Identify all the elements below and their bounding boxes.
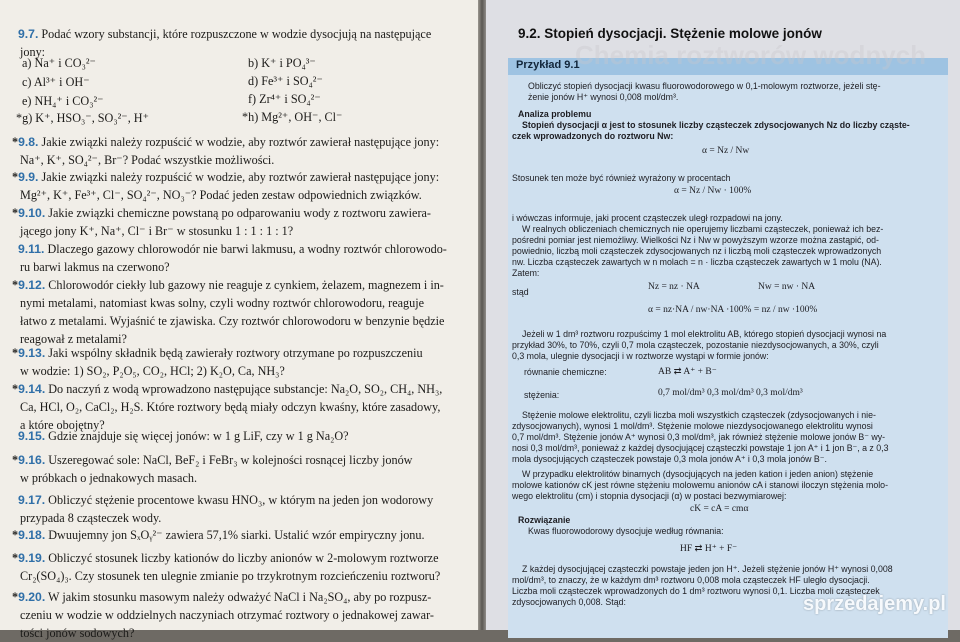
exercise-text-line: przypada 8 cząsteczek wody. [20,511,162,525]
watermark-text: sprzedajemy.pl [802,593,946,615]
exercise-star-marker: * [12,135,19,149]
exercise-text-line: czeniu w wodzie w oddzielnych naczyniach otrzymać roztwory o jednakowej zawar- [20,608,434,622]
exercise-text-line: Mg²⁺, K⁺, Fe³⁺, Cl⁻, SO₄²⁻, NO₃⁻? Podać jeden zestaw odpowiednich związków. [20,188,422,202]
option-97-h: *h) Mg²⁺, OH⁻, Cl⁻ [242,110,343,124]
exercise-text: Dlaczego gazowy chlorowodór nie barwi lakmusu, a wodny roztwór chlorowodo- [44,242,447,256]
example-text-line: molowe kationów cK jest równe stężeniu molowemu anionów cA i stanowi iloczyn stężenia molo- [512,480,888,490]
formula-alpha-percent: α = Nz / Nw · 100% [674,186,752,196]
exercise-star-marker: * [12,346,19,360]
exercise-9-19 [12,550,439,567]
exercise-text: Obliczyć stężenie procentowe kwasu HNO₃, w którym na jeden jon wodorowy [45,493,434,507]
example-text-line: Jeżeli w 1 dm³ roztworu rozpuścimy 1 mol elektrolitu AB, którego stopień dysocjacji wynosi na [522,329,887,339]
watermark [803,593,946,616]
exercise-text: Podać wzory substancji, które rozpuszczone w wodzie dysocjują na następujące [38,27,432,41]
exercise-number: 9.17. [18,493,46,507]
option-97-g: *g) K⁺, HSO₃⁻, SO₃²⁻, H⁺ [16,111,150,125]
example-text-line: zdysocjowanych 0,008. Stąd: [512,597,626,607]
example-heading-line: Stopień dysocjacji α jest to stosunek liczby cząsteczek zdysocjowanych Nz do liczby cząste- [522,120,910,130]
exercise-number: 9.18. [18,528,46,542]
exercise-9-18 [12,527,425,544]
exercise-text: Obliczyć stosunek liczby kationów do liczby anionów w 2-molowym roztworze [45,551,439,565]
example-text-line: stężenia: [524,390,560,400]
exercise-text-line: w wodzie: 1) SO₂, P₂O₅, CO₂, HCl; 2) K₂O, Ca, NH₃? [20,364,285,378]
exercise-star-marker: * [12,206,19,220]
example-text-line: przykład 30%, to 70%, czyli 0,7 mola cząsteczek, pozostanie niezdysocjowanych, a 30%, czyli [512,340,879,350]
formula-hf-reaction: HF ⇄ H⁺ + F⁻ [680,544,738,554]
example-text-line: i wówczas informuje, jaki procent cząsteczek uległ rozpadowi na jony. [512,213,783,223]
exercise-number: 9.9. [18,170,39,184]
formula-alpha-basic: α = Nz / Nw [702,146,750,156]
option-97-a: a) Na⁺ i CO₃²⁻ [22,56,96,70]
exercise-9-12 [12,277,444,294]
example-label: Przykład 9.1 [516,59,580,71]
exercise-star-marker: * [12,590,19,604]
exercise-text: W jakim stosunku masowym należy odważyć NaCl i Na₂SO₄, aby po rozpusz- [45,590,432,604]
exercise-text: Jakie związki chemiczne powstaną po odparowaniu wody z roztworu zawiera- [45,206,431,220]
exercise-number: 9.11. [18,242,45,256]
exercise-9-17 [18,492,433,509]
exercise-number: 9.10. [18,206,46,220]
option-97-f: f) Zr⁴⁺ i SO₄²⁻ [248,92,321,106]
exercise-text: Chlorowodór ciekły lub gazowy nie reaguje z cynkiem, żelazem, magnezem i in- [45,278,444,292]
exercise-star-marker: * [12,528,19,542]
right-page [486,0,960,630]
example-text-line: Zatem: [512,268,540,278]
exercise-text-line: jącego jony K⁺, Na⁺, Cl⁻ i Br⁻ w stosunku 1 : 1 : 1 : 1? [20,224,294,238]
example-text-line: Z każdej dysocjującej cząsteczki powstaje jeden jon H⁺. Jeżeli stężenie jonów H⁺ wynosi 0,008 [522,564,893,574]
exercise-text-line: a które obojętny? [20,418,105,432]
exercise-text-line: tości jonów sodowych? [20,626,135,640]
exercise-star-marker: * [12,453,19,467]
exercise-9-14 [12,381,442,398]
exercise-star-marker: * [12,382,19,396]
section-title: 9.2. Stopień dysocjacji. Stężenie molowe jonów [518,26,822,41]
left-page [0,0,478,640]
formula-reaction: AB ⇄ A⁺ + B⁻ [658,367,717,377]
exercise-text-line: ru barwi lakmus na czerwono? [20,260,170,274]
exercise-9-13 [12,345,423,362]
example-text-line: pośredni pomiar jest niemożliwy. Wielkości Nz i Nw w powyższym wzorze można zastąpić, od- [512,235,879,245]
exercise-number: 9.20. [18,590,46,604]
example-text-line: 0,7 mol/dm³. Stężenie jonów A⁺ wynosi 0,3 mol/dm³, jak również stężenie molowe jonów B⁻ wy- [512,432,886,442]
example-heading-line: Analiza problemu [518,109,592,119]
example-text-line: Kwas fluorowodorowy dysocjuje według równania: [528,526,724,536]
formula-nw-eq: Nw = nw · NA [758,282,816,292]
example-text-line: Stężenie molowe elektrolitu, czyli liczba moli wszystkich cząsteczek (zdysocjowanych i nie- [522,410,876,420]
formula-nz-eq: Nz = nz · NA [648,282,700,292]
exercise-9-8 [12,134,439,151]
example-text-line: Stosunek ten może być również wyrażony w procentach [512,173,731,183]
example-text-line: stąd [512,287,529,297]
example-text-line: zdysocjowanych), wynosi 1 mol/dm³. Stężenie molowe niezdysocjowanego elektrolitu wynosi [512,421,873,431]
example-text-line: wego elektrolitu (cm) i stopnia dysocjacji (α) w postaci bezwymiarowej: [512,491,787,501]
exercise-text: Jakie związki należy rozpuścić w wodzie, aby roztwór zawierał następujące jony: [38,170,440,184]
exercise-number: 9.19. [18,551,46,565]
formula-concentrations: 0,7 mol/dm³ 0,3 mol/dm³ 0,3 mol/dm³ [658,388,803,398]
exercise-9-7 [18,26,431,43]
example-heading-line: czek wprowadzonych do roztworu Nw: [512,131,674,141]
exercise-number: 9.7. [18,27,39,41]
formula-ck-eq: cK = cA = cmα [690,504,749,514]
example-text-line: powiednio, liczbą moli cząsteczek zdysocjowanych nz i liczbą moli cząsteczek wprowadzonych [512,246,882,256]
exercise-number: 9.12. [18,278,46,292]
exercise-9-11 [18,241,447,258]
exercise-number: 9.14. [18,382,46,396]
exercise-text-line: nymi metalami, natomiast kwas solny, czyli wodny roztwór chlorowodoru, reaguje [20,296,425,310]
exercise-text: Do naczyń z wodą wprowadzono następujące substancje: Na₂O, SO₂, CH₄, NH₃, [45,382,443,396]
exercise-text: Dwuujemny jon SₓOᵧ²⁻ zawiera 57,1% siarki. Ustalić wzór empiryczny jonu. [45,528,425,542]
exercise-star-marker: * [12,278,19,292]
exercise-9-15 [18,428,349,445]
exercise-text: Jakie związki należy rozpuścić w wodzie, aby roztwór zawierał następujące jony: [38,135,440,149]
exercise-text-line: łatwo z metalami. Wyjaśnić te zjawiska. Czy roztwór chlorowodoru w benzynie będzie [20,314,445,328]
exercise-number: 9.8. [18,135,39,149]
exercise-text-line: jony: [20,45,46,59]
option-97-e: e) NH₄⁺ i CO₃²⁻ [22,94,104,108]
exercise-star-marker: * [12,551,19,565]
exercise-9-16 [12,452,412,469]
example-text-line: Liczba moli cząsteczek wprowadzonych do 1 dm³ roztworu wynosi 0,1. Liczba moli cząsteczek [512,586,880,596]
exercise-text: Uszeregować sole: NaCl, BeF₂ i FeBr₃ w kolejności rosnącej liczby jonów [45,453,413,467]
example-text-line: nw. Liczba cząsteczek zawartych w n molach = n · liczba cząsteczek zawartych w 1 molu (NA). [512,257,882,267]
example-text-line: równanie chemiczne: [524,367,607,377]
exercise-number: 9.16. [18,453,46,467]
exercise-star-marker: * [12,170,19,184]
exercise-text-line: w próbkach o jednakowych masach. [20,471,197,485]
example-text-line: W przypadku elektrolitów binarnych (dysocjujących na jeden kation i jeden anion) stężenie [522,469,874,479]
formula-alpha-long: α = nz·NA / nw·NA ·100% = nz / nw ·100% [648,305,818,315]
example-text-line: mol/dm³, to znaczy, że w każdym dm³ roztworu 0,008 mola cząsteczek HF uległo dysocjacji. [512,575,870,585]
option-97-c: c) Al³⁺ i OH⁻ [22,75,90,89]
option-97-b: b) K⁺ i PO₄³⁻ [248,56,316,70]
option-97-d: d) Fe³⁺ i SO₄²⁻ [248,74,323,88]
example-text-line: nosi 0,3 mol/dm³, ponieważ z każdej dysocjującej cząsteczki powstaje 1 jon A⁺ i 1 jon B⁻, a z 0,3 [512,443,889,453]
ghost-heading: Chemia roztworów wodnych [575,40,927,70]
example-text-line: Obliczyć stopień dysocjacji kwasu fluorowodorowego w 0,1-molowym roztworze, jeżeli stę- [528,81,881,91]
exercise-text-line: Ca, HCl, O₂, CaCl₂, H₂S. Które roztwory będą miały odczyn kwaśny, które zasadowy, [20,400,441,414]
exercise-text-line: Cr₂(SO₄)₃. Czy stosunek ten ulegnie zmianie po trzykrotnym rozcieńczeniu roztworu? [20,569,441,583]
exercise-text-line: Na⁺, K⁺, SO₄²⁻, Br⁻? Podać wszystkie możliwości. [20,153,275,167]
example-box [508,58,948,638]
example-text-line: 0,3 mola, ulegnie dysocjacji i w roztworze wystąpi w formie jonów: [512,351,769,361]
exercise-text: Jaki wspólny składnik będą zawierały roztwory otrzymane po rozpuszczeniu [45,346,423,360]
exercise-text: Gdzie znajduje się więcej jonów: w 1 g LiF, czy w 1 g Na₂O? [45,429,349,443]
exercise-9-10 [12,205,431,222]
example-text-line: żenie jonów H⁺ wynosi 0,008 mol/dm³. [528,92,679,102]
exercise-number: 9.15. [18,429,46,443]
exercise-9-9 [12,169,439,186]
book-gutter [478,0,486,630]
example-text-line: mola dysocjujących cząsteczek powstaje 0,3 mola jonów A⁺ i 0,3 mola jonów B⁻. [512,454,827,464]
exercise-text-line: reagował z metalami? [20,332,127,346]
example-text-line: W realnych obliczeniach chemicznych nie operujemy liczbami cząsteczek, ponieważ ich bez- [522,224,884,234]
exercise-9-20 [12,589,431,606]
exercise-number: 9.13. [18,346,46,360]
example-heading-line: Rozwiązanie [518,515,571,525]
